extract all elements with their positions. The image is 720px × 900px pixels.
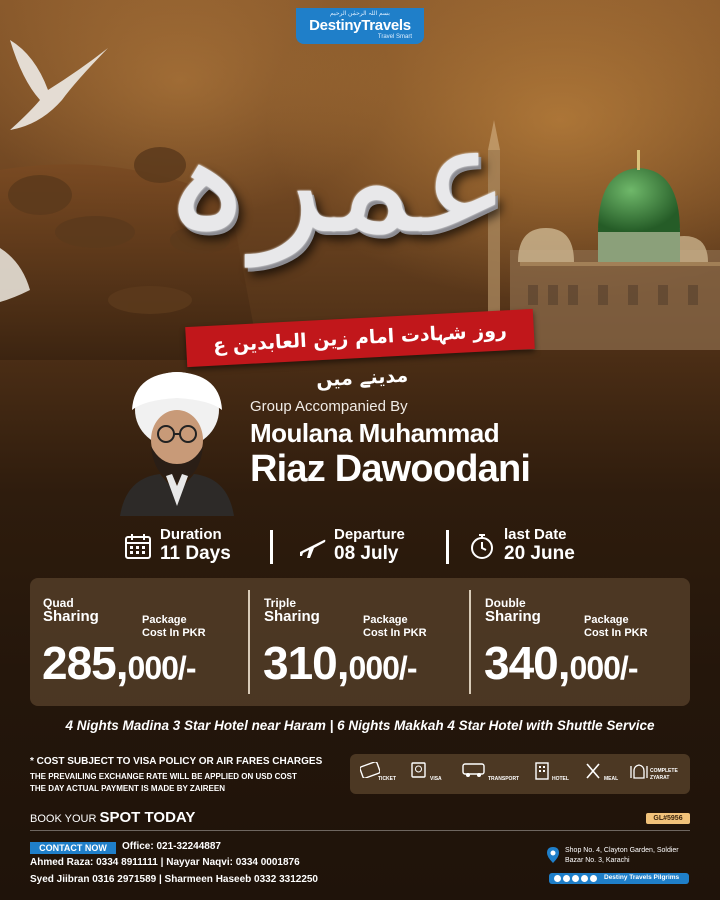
- footer-divider: [30, 830, 690, 831]
- cost-note: * COST SUBJECT TO VISA POLICY OR AIR FARES CHARGES: [30, 756, 323, 767]
- package-amount: [263, 636, 416, 690]
- pricing-panel: [30, 578, 690, 706]
- service-label: VISA: [430, 776, 442, 782]
- scholar-name-line2: Riaz Dawoodani: [250, 448, 531, 490]
- hotel-details: 4 Nights Madina 3 Star Hotel near Haram | 6 Nights Makkah 4 Star Hotel with Shuttle Service: [65, 718, 655, 733]
- book-strong: SPOT TODAY: [99, 809, 196, 826]
- last-date-value: 20 June: [504, 543, 575, 564]
- contact-phones-1[interactable]: Ahmed Raza: 0334 8911111 | Nayyar Naqvi: 0334 0001876: [30, 857, 300, 868]
- package-currency: Cost In PKR: [363, 627, 427, 639]
- amount-main: 340,: [484, 637, 570, 689]
- brand-logo: [296, 8, 424, 44]
- logo-tagline: Travel Smart: [377, 34, 412, 40]
- package-sharing: Sharing: [264, 608, 320, 625]
- dove-icon: [10, 40, 108, 130]
- scholar-portrait: [110, 366, 244, 516]
- bus-icon: [462, 762, 486, 778]
- service-meal: [584, 760, 624, 788]
- utensils-icon: [584, 762, 602, 780]
- price-divider: [469, 590, 471, 694]
- logo-bismillah: بسم اللہ الرحمٰن الرحیم: [330, 11, 390, 17]
- passport-icon: [410, 762, 428, 778]
- departure-value: 08 July: [334, 543, 399, 564]
- duration-value: 11 Days: [160, 543, 231, 564]
- green-dome: [598, 168, 680, 232]
- package-currency: Cost In PKR: [142, 627, 206, 639]
- package-type: Quad: [43, 596, 74, 610]
- package-type: Triple: [264, 596, 297, 610]
- service-label: TRANSPORT: [488, 776, 520, 782]
- info-separator: [446, 530, 449, 564]
- info-separator: [270, 530, 273, 564]
- service-transport: [462, 760, 522, 788]
- service-hotel: [534, 760, 574, 788]
- contact-phones-2[interactable]: Syed Jiibran 0316 2971589 | Sharmeen Haseeb 0332 3312250: [30, 874, 318, 885]
- occasion-banner: روز شہادت امام زین العابدین ع مدینے میں: [185, 309, 535, 367]
- facebook-icon[interactable]: [554, 875, 561, 882]
- duration-info: [124, 526, 264, 566]
- service-ziyarat: [630, 760, 688, 788]
- amount-suffix: 000/-: [127, 650, 196, 686]
- departure-label: Departure: [334, 526, 405, 543]
- package-sharing: Sharing: [43, 608, 99, 625]
- contact-now-button[interactable]: CONTACT NOW: [30, 842, 116, 854]
- services-panel: [350, 754, 690, 794]
- service-label-2: ZYARAT: [650, 775, 670, 781]
- youtube-icon[interactable]: [572, 875, 579, 882]
- amount-main: 310,: [263, 637, 349, 689]
- stopwatch-icon: [468, 532, 496, 560]
- last-date-label: last Date: [504, 526, 567, 543]
- tiktok-icon[interactable]: [581, 875, 588, 882]
- package-triple: [251, 578, 471, 706]
- book-prefix: BOOK YOUR: [30, 813, 97, 825]
- service-label: TICKET: [378, 776, 397, 782]
- package-quad: [30, 578, 250, 706]
- service-label: HOTEL: [552, 776, 569, 782]
- address-line1: Shop No. 4, Clayton Garden, Soldier: [565, 847, 679, 854]
- group-accompanied-label: Group Accompanied By: [250, 398, 408, 415]
- package-double: [472, 578, 692, 706]
- scholar-name-line1: Moulana Muhammad: [250, 418, 500, 448]
- duration-label: Duration: [160, 526, 222, 543]
- package-label: Package: [363, 614, 408, 626]
- departure-info: [298, 526, 438, 566]
- social-bar[interactable]: [549, 873, 689, 884]
- location-pin-icon: [546, 846, 560, 864]
- umrah-calligraphy: عمرہ: [163, 93, 510, 267]
- social-handle: Destiny Travels Pilgrims: [604, 874, 680, 881]
- book-spot-cta: [30, 809, 195, 826]
- whatsapp-icon[interactable]: [590, 875, 597, 882]
- amount-main: 285,: [42, 637, 128, 689]
- package-currency: Cost In PKR: [584, 627, 648, 639]
- package-sharing: Sharing: [485, 608, 541, 625]
- calendar-icon: [124, 532, 152, 560]
- payment-note: THE DAY ACTUAL PAYMENT IS MADE BY ZAIREEN: [30, 784, 225, 793]
- office-phone[interactable]: Office: 021-32244887: [122, 841, 221, 852]
- logo-brand: DestinyTravels: [309, 17, 411, 34]
- mosque-icon: [630, 762, 648, 780]
- gl-license-badge: GL#5956: [646, 813, 690, 824]
- address-line2: Bazar No. 3, Karachi: [565, 857, 630, 864]
- amount-suffix: 000/-: [348, 650, 417, 686]
- service-label: COMPLETE: [650, 768, 678, 774]
- service-visa: [410, 760, 450, 788]
- package-label: Package: [584, 614, 629, 626]
- package-type: Double: [485, 596, 526, 610]
- package-amount: [484, 636, 637, 690]
- instagram-icon[interactable]: [563, 875, 570, 882]
- last-date-info: [468, 526, 608, 566]
- airplane-icon: [298, 532, 326, 560]
- hotel-icon: [534, 762, 550, 780]
- service-ticket: [360, 760, 402, 788]
- exchange-note: THE PREVAILING EXCHANGE RATE WILL BE APPLIED ON USD COST: [30, 772, 297, 781]
- package-amount: [42, 636, 195, 690]
- amount-suffix: 000/-: [569, 650, 638, 686]
- price-divider: [248, 590, 250, 694]
- ticket-icon: [360, 762, 380, 778]
- package-label: Package: [142, 614, 187, 626]
- service-label: MEAL: [604, 776, 619, 782]
